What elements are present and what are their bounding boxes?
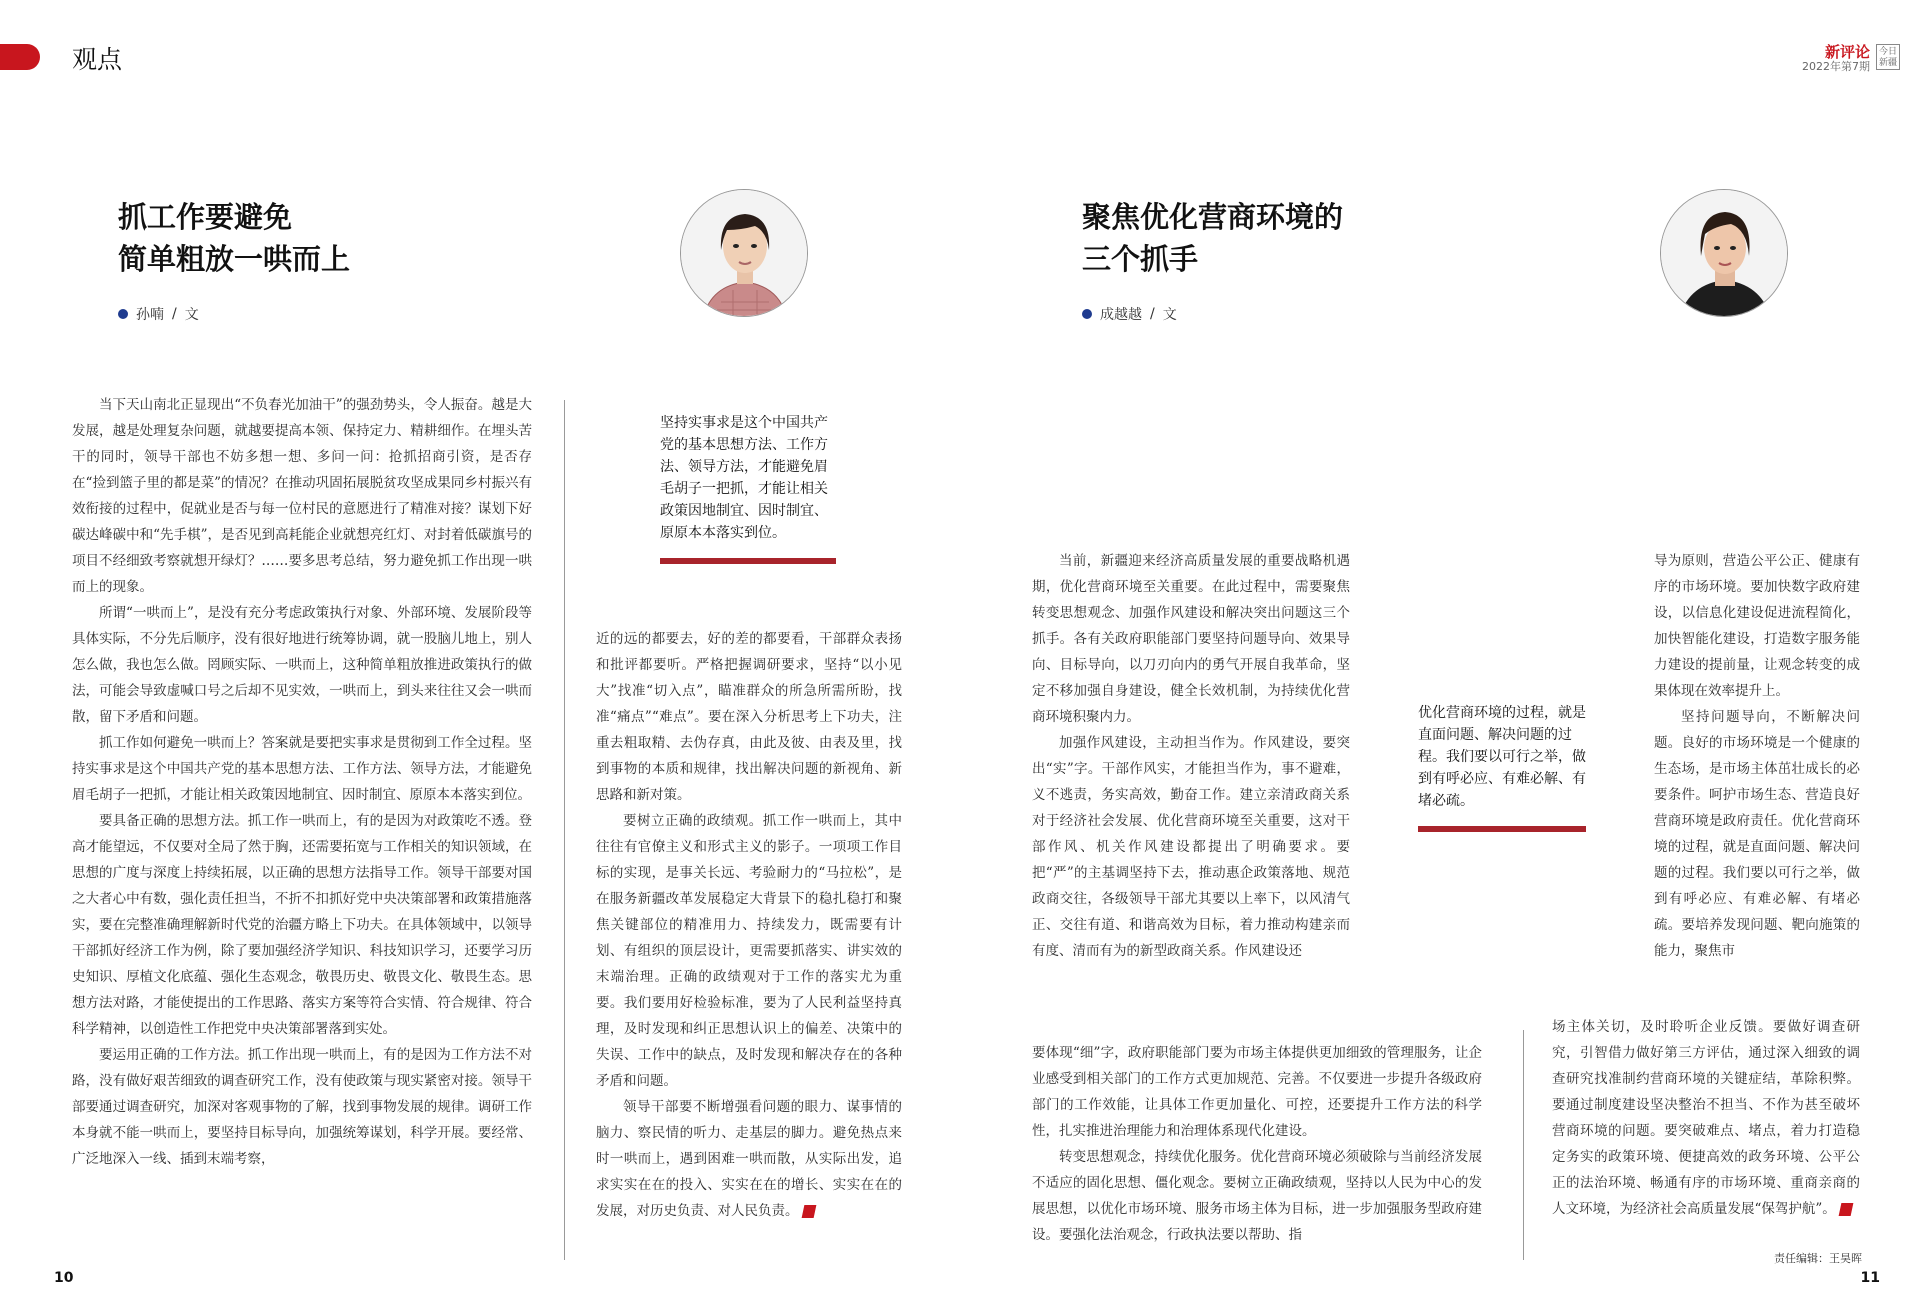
left-byline-slash: / xyxy=(172,306,177,322)
left-title-line-1: 抓工作要避免 xyxy=(118,200,293,234)
right-byline-slash: / xyxy=(1150,306,1155,322)
left-title-line-2: 简单粗放一哄而上 xyxy=(118,242,351,276)
right-article-title xyxy=(1082,196,1343,280)
paragraph: 要运用正确的工作方法。抓工作出现一哄而上，有的是因为工作方法不对路，没有做好艰苦细致的调查研究工作，没有使政策与现实紧密对接。领导干部要通过调查研究，加深对客观事物的了解，找到事物发展的规律。调研工作本身就不能一哄而上，要坚持目标导向，加强统筹谋划，科学开展。要经常、广泛地深入一线、插到末端考察， xyxy=(72,1047,532,1167)
paragraph: 要树立正确的政绩观。抓工作一哄而上，其中往往有官僚主义和形式主义的影子。一项项工作目标的实现，是事关长远、考验耐力的“马拉松”，是在服务新疆改革发展稳定大背景下的稳扎稳打和聚焦关键部位的精准用力、持续发力，既需要有计划、有组织的顶层设计，更需要抓落实、讲实效的末端治理。正确的政绩观对于工作的落实尤为重要。我们要用好检验标准，要为了人民利益坚持真理，及时发现和纠正思想认识上的偏差、决策中的失误、工作中的缺点，及时发现和解决存在的各种矛盾和问题。 xyxy=(596,813,902,1089)
left-column-1 xyxy=(72,392,532,1172)
right-pull-quote-bar xyxy=(1418,826,1586,832)
left-pull-quote xyxy=(660,412,836,564)
right-column-1 xyxy=(1032,548,1350,964)
paragraph-text: 场主体关切，及时聆听企业反馈。要做好调查研究，引智借力做好第三方评估，通过深入细致的调查研究找准制约营商环境的关键症结，革除积弊。要通过制度建设坚决整治不担当、不作为甚至破坏营商环境的问题。要突破难点、堵点，着力打造稳定务实的政策环境、便捷高效的政务环境、公平公正的法治环境、畅通有序的市场环境、重商亲商的人文环境，为经济社会高质量发展“保驾护航”。 xyxy=(1552,1019,1860,1217)
right-pull-quote xyxy=(1418,702,1586,832)
end-mark-icon xyxy=(1838,1203,1853,1216)
portrait-woman-icon xyxy=(681,190,808,317)
right-byline xyxy=(1082,304,1177,324)
masthead-logo-box: 今日新疆 xyxy=(1876,44,1900,70)
left-column-2 xyxy=(596,626,902,1224)
right-title-line-1: 聚焦优化营商环境的 xyxy=(1082,200,1344,234)
right-column-3 xyxy=(1032,1040,1482,1248)
byline-dot-icon xyxy=(1082,309,1092,319)
paragraph: 所谓“一哄而上”，是没有充分考虑政策执行对象、外部环境、发展阶段等具体实际，不分先后顺序，没有很好地进行统筹协调，就一股脑儿地上，别人怎么做，我也怎么做。罔顾实际、一哄而上，这种简单粗放推进政策执行的做法，可能会导致虚喊口号之后却不见实效，一哄而上，到头来往往又会一哄而散，留下矛盾和问题。 xyxy=(72,605,532,725)
left-column-divider xyxy=(564,400,565,1260)
paragraph: 加强作风建设，主动担当作为。作风建设，要突出“实”字。干部作风实，才能担当作为，事不避难，义不逃责，务实高效，勤奋工作。建立亲清政商关系对于经济社会发展、优化营商环境至关重要，这对干部作风、机关作风建设都提出了明确要求。要把“严”的主基调坚持下去，推动惠企政策落地、规范政商交往，各级领导干部尤其要以上率下，以风清气正、交往有道、和谐高效为目标，着力推动构建亲而有度、清而有为的新型政商关系。作风建设还 xyxy=(1032,735,1350,959)
right-column-4 xyxy=(1552,1014,1860,1222)
paragraph: 转变思想观念，持续优化服务。优化营商环境必须破除与当前经济发展不适应的固化思想、僵化观念。要树立正确政绩观，坚持以人民为中心的发展思想，以优化市场环境、服务市场主体为目标，进一步加强服务型政府建设。要强化法治观念，行政执法要以帮助、指 xyxy=(1032,1149,1482,1243)
editor-credit: 责任编辑：王昊晖 xyxy=(1774,1252,1862,1265)
byline-dot-icon xyxy=(118,309,128,319)
paragraph: 抓工作如何避免一哄而上？答案就是要把实事求是贯彻到工作全过程。坚持实事求是这个中国共产党的基本思想方法、工作方法、领导方法，才能避免眉毛胡子一把抓，才能让相关政策因地制宜、因时制宜、原原本本落实到位。 xyxy=(72,735,532,803)
masthead xyxy=(1802,44,1900,74)
portrait-woman-icon xyxy=(1661,190,1788,317)
right-title-line-2: 三个抓手 xyxy=(1082,242,1199,276)
masthead-issue: 2022年第7期 xyxy=(1802,60,1870,73)
paragraph: 导为原则，营造公平公正、健康有序的市场环境。要加快数字政府建设，以信息化建设促进流程简化，加快智能化建设，打造数字服务能力建设的提前量，让观念转变的成果体现在效率提升上。 xyxy=(1654,553,1860,699)
right-author: 成越越 xyxy=(1100,307,1142,323)
right-column-2 xyxy=(1654,548,1860,964)
paragraph: 当前，新疆迎来经济高质量发展的重要战略机遇期，优化营商环境至关重要。在此过程中，需要聚焦转变思想观念、加强作风建设和解决突出问题这三个抓手。各有关政府职能部门要坚持问题导向、效果导向、目标导向，以刀刃向内的勇气开展自我革命，坚定不移加强自身建设，健全长效机制，为持续优化营商环境积聚内力。 xyxy=(1032,553,1350,725)
left-author: 孙喃 xyxy=(136,307,164,323)
paragraph-text: 领导干部要不断增强看问题的眼力、谋事情的脑力、察民情的听力、走基层的脚力。避免热点来时一哄而上，遇到困难一哄而散，从实际出发，追求实实在在的投入、实实在在的增长、实实在在的发展，对历史负责、对人民负责。 xyxy=(596,1099,902,1219)
paragraph: 坚持问题导向，不断解决问题。良好的市场环境是一个健康的生态场，是市场主体茁壮成长的必要条件。呵护市场生态、营造良好营商环境是政府责任。优化营商环境的过程，就是直面问题、解决问题的过程。我们要以可行之举，做到有呼必应、有难必解、有堵必疏。要培养发现问题、靶向施策的能力，聚焦市 xyxy=(1654,709,1860,959)
masthead-brand: 新评论 xyxy=(1824,43,1870,61)
right-column-divider xyxy=(1523,1030,1524,1260)
paragraph xyxy=(596,1094,902,1224)
right-pull-quote-text: 优化营商环境的过程，就是直面问题、解决问题的过程。我们要以可行之举，做到有呼必应、有难必解、有堵必疏。 xyxy=(1418,705,1586,809)
left-byline xyxy=(118,304,199,324)
page-number-right: 11 xyxy=(1860,1270,1880,1286)
left-pull-quote-bar xyxy=(660,558,836,564)
left-pull-quote-text: 坚持实事求是这个中国共产党的基本思想方法、工作方法、领导方法，才能避免眉毛胡子一把抓，才能让相关政策因地制宜、因时制宜、原原本本落实到位。 xyxy=(660,415,828,541)
left-author-portrait xyxy=(680,189,808,317)
end-mark-icon xyxy=(801,1205,816,1218)
paragraph: 近的远的都要去，好的差的都要看，干部群众表扬和批评都要听。严格把握调研要求，坚持“以小见大”找准“切入点”，瞄准群众的所急所需所盼，找准“痛点”“难点”。要在深入分析思考上下功夫，注重去粗取精、去伪存真，由此及彼、由表及里，找到事物的本质和规律，找出解决问题的新视角、新思路和新对策。 xyxy=(596,631,902,803)
left-byline-wen: 文 xyxy=(184,307,199,323)
paragraph: 当下天山南北正显现出“不负春光加油干”的强劲势头，令人振奋。越是大发展，越是处理复杂问题，就越要提高本领、保持定力、精耕细作。在埋头苦干的同时，领导干部也不妨多想一想、多问一问：抢抓招商引资，是否存在“捡到篮子里的都是菜”的情况？在推动巩固拓展脱贫攻坚成果同乡村振兴有效衔接的过程中，促就业是否与每一位村民的意愿进行了精准对接？谋划下好碳达峰碳中和“先手棋”，是否见到高耗能企业就想亮红灯、对封着低碳旗号的项目不经细致考察就想开绿灯？……要多思考总结，努力避免抓工作出现一哄而上的现象。 xyxy=(72,397,532,595)
paragraph: 要体现“细”字，政府职能部门要为市场主体提供更加细致的管理服务，让企业感受到相关部门的工作方式更加规范、完善。不仅要进一步提升各级政府部门的工作效能，让具体工作更加量化、可控，还要提升工作方法的科学性，扎实推进治理能力和治理体系现代化建设。 xyxy=(1032,1045,1482,1139)
section-label: 观点 xyxy=(72,45,123,74)
paragraph: 要具备正确的思想方法。抓工作一哄而上，有的是因为对政策吃不透。登高才能望远，不仅要对全局了然于胸，还需要拓宽与工作相关的知识领域，在思想的广度与深度上持续拓展，以正确的思想方法指导工作。领导干部要对国之大者心中有数，强化责任担当，不折不扣抓好党中央决策部署和政策措施落实，要在完整准确理解新时代党的治疆方略上下功夫。在具体领域中，以领导干部抓好经济工作为例，除了要加强经济学知识、科技知识学习，还要学习历史知识、厚植文化底蕴、强化生态观念，敬畏历史、敬畏文化、敬畏生态。思想方法对路，才能使提出的工作思路、落实方案等符合实情、符合规律、符合科学精神，以创造性工作把党中央决策部署落到实处。 xyxy=(72,813,532,1037)
right-byline-wen: 文 xyxy=(1162,307,1177,323)
section-tab xyxy=(0,44,40,70)
right-author-portrait xyxy=(1660,189,1788,317)
left-article-title xyxy=(118,196,350,280)
page-number-left: 10 xyxy=(54,1270,74,1286)
